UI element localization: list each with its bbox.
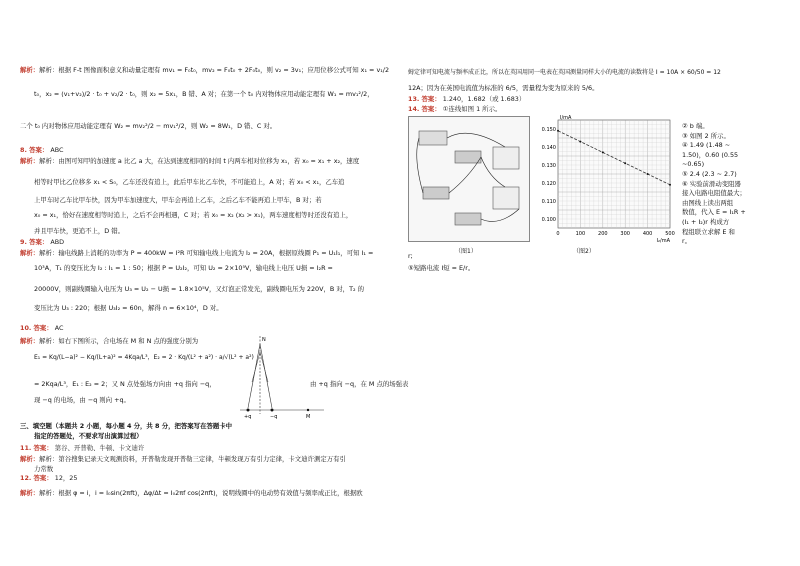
data-point (557, 130, 559, 132)
y-axis-label: I/mA (560, 115, 572, 121)
q12-analysis-line1: 解析：解析：根据 φ = i，i = I₀sin(2πft)，Δφ/Δt = I₀2πf cos(2πft)，说明线圈中的电动势有效值与频率成正比，根据欧 (20, 489, 363, 497)
side-answer-item: 1.50)，0.60 (0.55 (682, 150, 739, 159)
x-tick-label: 300 (620, 231, 630, 237)
q9-answer: 9. 答案： ABD (20, 238, 65, 246)
q14-r-line: r; (408, 252, 413, 260)
side-answer-item: ⑥ 实验前滑动变阻器 (682, 179, 741, 188)
field-line-inner-right (260, 352, 268, 382)
q8-analysis-line4: x₀ = x₁，恰好在速度相等时追上，之后不会再相遇，C 对；若 x₀ = x₂ (x₂ > x₁)，两车速度相等时还没有追上， (34, 211, 353, 219)
charge-minus (271, 409, 274, 412)
label-minus-q: −q (270, 414, 278, 420)
q9-analysis-line1: 解析：解析：输电线路上消耗的功率为 P = 400kW = I²R 可知输电线上电流为 I₂ = 20A，根据原线圈 P₁ = U₁I₁，可知 I₁ = (20, 249, 374, 257)
side-answer-item: ③ 如图 2 所示。 (682, 131, 730, 140)
y-tick-label: 0.120 (541, 181, 556, 187)
x-axis-label: I₂/mA (656, 238, 670, 244)
q9-analysis-line3: 20000V，则副线圈输入电压为 U₃ = U₂ − U损 = 1.8×10⁵V，又灯泡正常发光，副线圈电压为 220V，B 对，T₂ 的 (34, 285, 364, 293)
q8-answer: 8. 答案： ABC (20, 146, 64, 154)
side-answer-item: 由图线上读出两组 (682, 198, 734, 207)
side-answer-item: r。 (682, 237, 692, 246)
data-point (579, 141, 581, 143)
side-answer-item: 程组联立求解 E 和 (682, 227, 735, 236)
y-tick-label: 0.140 (541, 145, 556, 151)
q10-answer: 10. 答案： AC (20, 324, 64, 332)
field-line-right (260, 344, 272, 408)
rheostat-icon (455, 151, 481, 163)
charge-plus (247, 409, 250, 412)
side-answer-item: 接入电路电阻值最大； (682, 189, 746, 198)
data-point (602, 151, 604, 153)
side-answer-item: ⑤ 2.4 (2.3 ~ 2.7) (682, 170, 737, 178)
q9-analysis-line2: 10³A，T₁ 的变压比为 I₂ : I₁ = 1 : 50；根据 P = U₂I₂，可知 U₂ = 2×10⁵V，输电线上电压 U损 = I₂R = (34, 264, 333, 272)
q10-analysis-line1: 解析：解析：如右下图所示，合电场在 M 和 N 点的强度分别为 (20, 337, 199, 345)
side-answer-item: ④ 1.49 (1.48 ~ (682, 141, 731, 150)
y-tick-label: 0.150 (541, 127, 556, 133)
label-plus-q: +q (244, 414, 252, 420)
side-answer-item: ~0.65) (682, 160, 705, 169)
q12-answer: 12. 答案： 12，25 (20, 474, 78, 482)
x-tick-label: 200 (598, 231, 608, 237)
q11-answer: 11. 答案： 第谷、开普勒、牛顿、卡文迪许 (20, 444, 145, 452)
switch-icon (455, 213, 481, 225)
q13-answer: 13. 答案： 1.240，1.682（或 1.683） (408, 95, 526, 103)
side-answer-item: (I₁ + I₂)r 构成方 (682, 218, 730, 226)
section3-heading-line1: 三、填空题（本题共 2 小题，每小题 4 分，共 8 分，把答案写在答题卡中 (20, 422, 233, 430)
q10-analysis-line2: E₁ = Kq/(L−a)² − Kq/(L+a)² = 4Kqa/L³，E₂ = 2 · Kq/(L² + a²) · a/√(L² + a²) (34, 354, 254, 361)
battery-icon (419, 131, 447, 145)
q8-analysis-line5: 并且甲车快，更追不上，D 错。 (34, 227, 125, 235)
charge-field-diagram (238, 332, 328, 422)
current-chart (532, 112, 678, 246)
q9-analysis-line4: 变压比为 U₃ : 220；根据 U₃I₂ = 60n，解得 n = 6×10⁴，D 对。 (34, 304, 223, 312)
q8-analysis-line1: 解析：解析：由图可知甲的加速度 a 比乙 a 大，在达到速度相同的时间 t 内两车相对位移为 x₁，若 x₀ = x₁ + x₂，速度 (20, 157, 360, 165)
q12-continued-line1: 姆定律可知电流与频率成正比，所以在英国用同一电表在英国测量同样大小的电流的读数将是 I = 10A × 60/50 = 12 (408, 69, 721, 76)
side-answer-item: ② b 端。 (682, 122, 709, 130)
q7-analysis-line1: 解析：解析：根据 F-t 图像面积意义和动量定理有 mv₁ = F₀t₀，mv₂ = F₀t₀ + 2F₀t₀，则 v₂ = 3v₁；应用位移公式可知 x₁ = v₁/2 (20, 66, 390, 74)
q14-short-circuit: ⑤短路电流 I短 = E/r。 (408, 264, 475, 272)
q10-analysis-line3: = 2Kqa/L³，E₁ : E₂ = 2；又 N 点处强场方向由 +q 指向 −q， (34, 380, 216, 388)
q7-analysis-line3: 二个 t₀ 内对物体应用动能定理有 W₂ = mv₂²/2 − mv₁²/2，则 W₂ = 8W₁，D 错、C 对。 (20, 122, 277, 130)
chart-container (532, 112, 678, 246)
fig1-caption: （图1） (455, 248, 477, 255)
data-point (624, 162, 626, 164)
q14-answer: 14. 答案： ①连线如图 1 所示。 (408, 105, 502, 113)
data-point (669, 184, 671, 186)
x-tick-label: 100 (575, 231, 586, 237)
q11-analysis-line2: 力常数 (34, 465, 54, 473)
q10-analysis-line5: 现 −q 的电场，由 −q 则向 +q。 (34, 396, 130, 404)
field-line-left (248, 344, 260, 408)
q8-analysis-line3: 上甲车时乙车比甲车快，因为甲车加速度大，甲车会再追上乙车，之后乙车不能再追上甲车，B 对；若 (34, 196, 322, 204)
fig2-caption: （图2） (573, 248, 595, 255)
circuit-figure (408, 116, 530, 242)
side-answer-item: 数值，代入 E = I₁R + (682, 208, 746, 217)
circuit-drawing (409, 117, 529, 241)
y-tick-label: 0.110 (541, 199, 556, 205)
label-m: M (306, 414, 311, 420)
point-m (307, 409, 309, 411)
q7-analysis-line2: t₀，x₂ = (v₁+v₂)/2 · t₀ + v₂/2 · t₀，则 x₂ = 5x₁，B 错、A 对；在第一个 t₀ 内对物体应用动能定理有 W₁ = mv₁²/2， (34, 90, 374, 98)
x-tick-label: 400 (642, 231, 653, 237)
q11-analysis-line1: 解析：解析：第谷搜集记录天文观测资料，开普勒发现开普勒三定律，牛顿发现万有引力定律，卡文迪许测定万有引 (20, 455, 346, 463)
field-line-inner-left (252, 352, 260, 382)
q8-analysis-line2: 相等时甲比乙位移多 x₁ < S₀，乙车还没有追上，此后甲车比乙车快，不可能追上，A 对；若 x₀ < x₁，乙车追 (34, 178, 345, 186)
x-tick-label: 0 (556, 231, 560, 237)
ammeter-a1-icon (493, 147, 519, 169)
label-n: N (262, 337, 266, 343)
section3-heading-line2: 指定的答题处，不要求写出演算过程） (34, 432, 143, 440)
y-tick-label: 0.130 (541, 163, 556, 169)
q12-continued-line2: 12A；因为在英国电流值为标准的 6/5，需量程为变为原来的 5/6。 (408, 84, 599, 92)
q10-analysis-line4: 由 +q 指向 −q，在 M 点的场强表 (310, 380, 409, 388)
ammeter-a2-icon (493, 187, 519, 209)
y-tick-label: 0.100 (541, 217, 556, 223)
x-tick-label: 500 (665, 231, 675, 237)
resistor-icon (423, 187, 449, 199)
data-point (647, 173, 649, 175)
